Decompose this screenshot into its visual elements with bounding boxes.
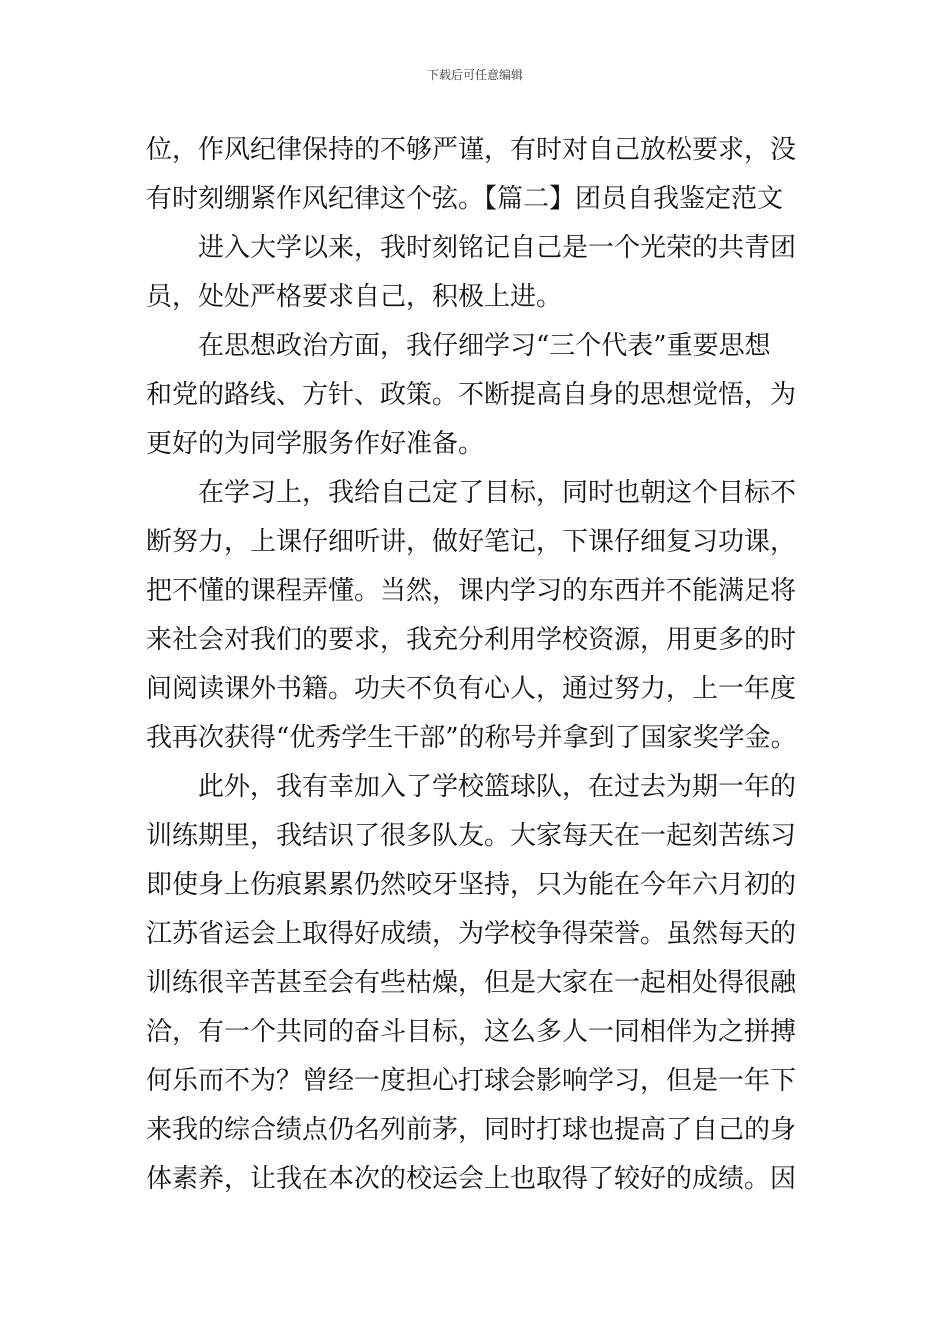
text-line: 体素养，让我在本次的校运会上也取得了较好的成绩。因 <box>146 1164 797 1194</box>
text-line: 断努力，上课仔细听讲，做好笔记，下课仔细复习功课， <box>146 527 797 557</box>
text-line: 训练很辛苦甚至会有些枯燥，但是大家在一起相处得很融 <box>146 968 797 998</box>
text-line: 我再次获得“优秀学生干部”的称号并拿到了国家奖学金。 <box>146 723 797 753</box>
text-line: 训练期里，我结识了很多队友。大家每天在一起刻苦练习 <box>146 821 797 851</box>
paragraph-first-line: 在思想政治方面，我仔细学习“三个代表”重要思想 <box>198 331 771 361</box>
text-line: 有时刻绷紧作风纪律这个弦。【篇二】团员自我鉴定范文 <box>146 184 784 214</box>
text-line: 间阅读课外书籍。功夫不负有心人，通过努力，上一年度 <box>146 674 797 704</box>
page-header: 下载后可任意编辑 <box>426 68 523 82</box>
paragraph-first-line: 进入大学以来，我时刻铭记自己是一个光荣的共青团 <box>198 233 797 263</box>
text-line: 员，处处严格要求自己，积极上进。 <box>146 282 563 312</box>
text-line: 洽，有一个共同的奋斗目标，这么多人一同相伴为之拼搏 <box>146 1017 797 1047</box>
text-line: 何乐而不为？曾经一度担心打球会影响学习，但是一年下 <box>146 1066 797 1096</box>
text-line: 即使身上伤痕累累仍然咬牙坚持，只为能在今年六月初的 <box>146 870 797 900</box>
text-line: 江苏省运会上取得好成绩，为学校争得荣誉。虽然每天的 <box>146 919 797 949</box>
text-line: 和党的路线、方针、政策。不断提高自身的思想觉悟，为 <box>146 380 797 410</box>
text-line: 把不懂的课程弄懂。当然，课内学习的东西并不能满足将 <box>146 576 797 606</box>
paragraph-first-line: 在学习上，我给自己定了目标，同时也朝这个目标不 <box>198 478 797 508</box>
paragraph-first-line: 此外，我有幸加入了学校篮球队，在过去为期一年的 <box>198 772 797 802</box>
text-line: 更好的为同学服务作好准备。 <box>146 429 485 459</box>
document-body <box>146 126 810 1204</box>
text-line: 来社会对我们的要求，我充分利用学校资源，用更多的时 <box>146 625 797 655</box>
text-line: 位，作风纪律保持的不够严谨，有时对自己放松要求，没 <box>146 135 797 165</box>
text-line: 来我的综合绩点仍名列前茅，同时打球也提高了自己的身 <box>146 1115 797 1145</box>
